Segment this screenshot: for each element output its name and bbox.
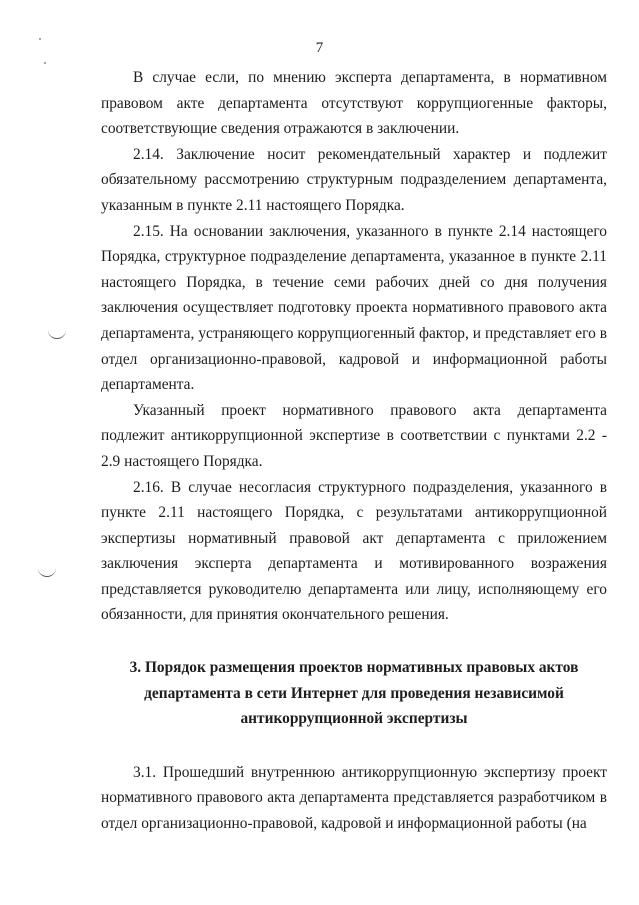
document-body — [101, 65, 607, 837]
section-heading-line: 3. Порядок размещения проектов нормативных правовых актов — [129, 659, 579, 677]
section-3-heading — [101, 655, 607, 732]
scan-speck — [44, 62, 46, 64]
section-heading-line: антикоррупционной экспертизы — [240, 710, 468, 728]
paragraph-2-14: 2.14. Заключение носит рекомендательный характер и подлежит обязательному рассмотрению структурным подразделением департамента, указанным в пункте 2.11 настоящего Порядка. — [101, 145, 607, 214]
hole-punch-mark — [38, 568, 56, 577]
paragraph-2-16: 2.16. В случае несогласия структурного подразделения, указанного в пункте 2.11 настоящего Порядка, с результатами антикоррупционной экспертизы нормативный правовой акт департамента с приложением заключения эксперта департамента и мотивированного возражения представляется руководителю департамента или лицу, исполняющему его обязанности, для принятия окончательного решения. — [101, 478, 607, 624]
page-number: 7 — [315, 40, 324, 56]
paragraph-draft-subject-to-expertise: Указанный проект нормативного правового акта департамента подлежит антикоррупционной экспертизе в соответствии с пунктами 2.2 - 2.9 настоящего Порядка. — [101, 401, 607, 470]
paragraph-3-1: 3.1. Прошедший внутреннюю антикоррупционную экспертизу проект нормативного правового акта департамента представляется разработчиком в отдел организационно-правовой, кадровой и информационной работы (на — [101, 763, 607, 833]
paragraph-2-15: 2.15. На основании заключения, указанного в пункте 2.14 настоящего Порядка, структурное подразделение департамента, указанное в пункте 2.11 настоящего Порядка, в течение семи рабочих дней со дня получения заключения осуществляет подготовку проекта нормативного правового акта департамента, устраняющего коррупциогенный фактор, и представляет его в отдел организационно-правовой, кадровой и информационной работы департамента. — [101, 222, 607, 394]
section-heading-line: департамента в сети Интернет для проведения независимой — [144, 684, 564, 702]
hole-punch-mark — [48, 330, 66, 339]
paragraph-no-corruption-factors: В случае если, по мнению эксперта департамента, в нормативном правовом акте департамента отсутствуют коррупциогенные факторы, соответствующие сведения отражаются в заключении. — [101, 69, 607, 138]
